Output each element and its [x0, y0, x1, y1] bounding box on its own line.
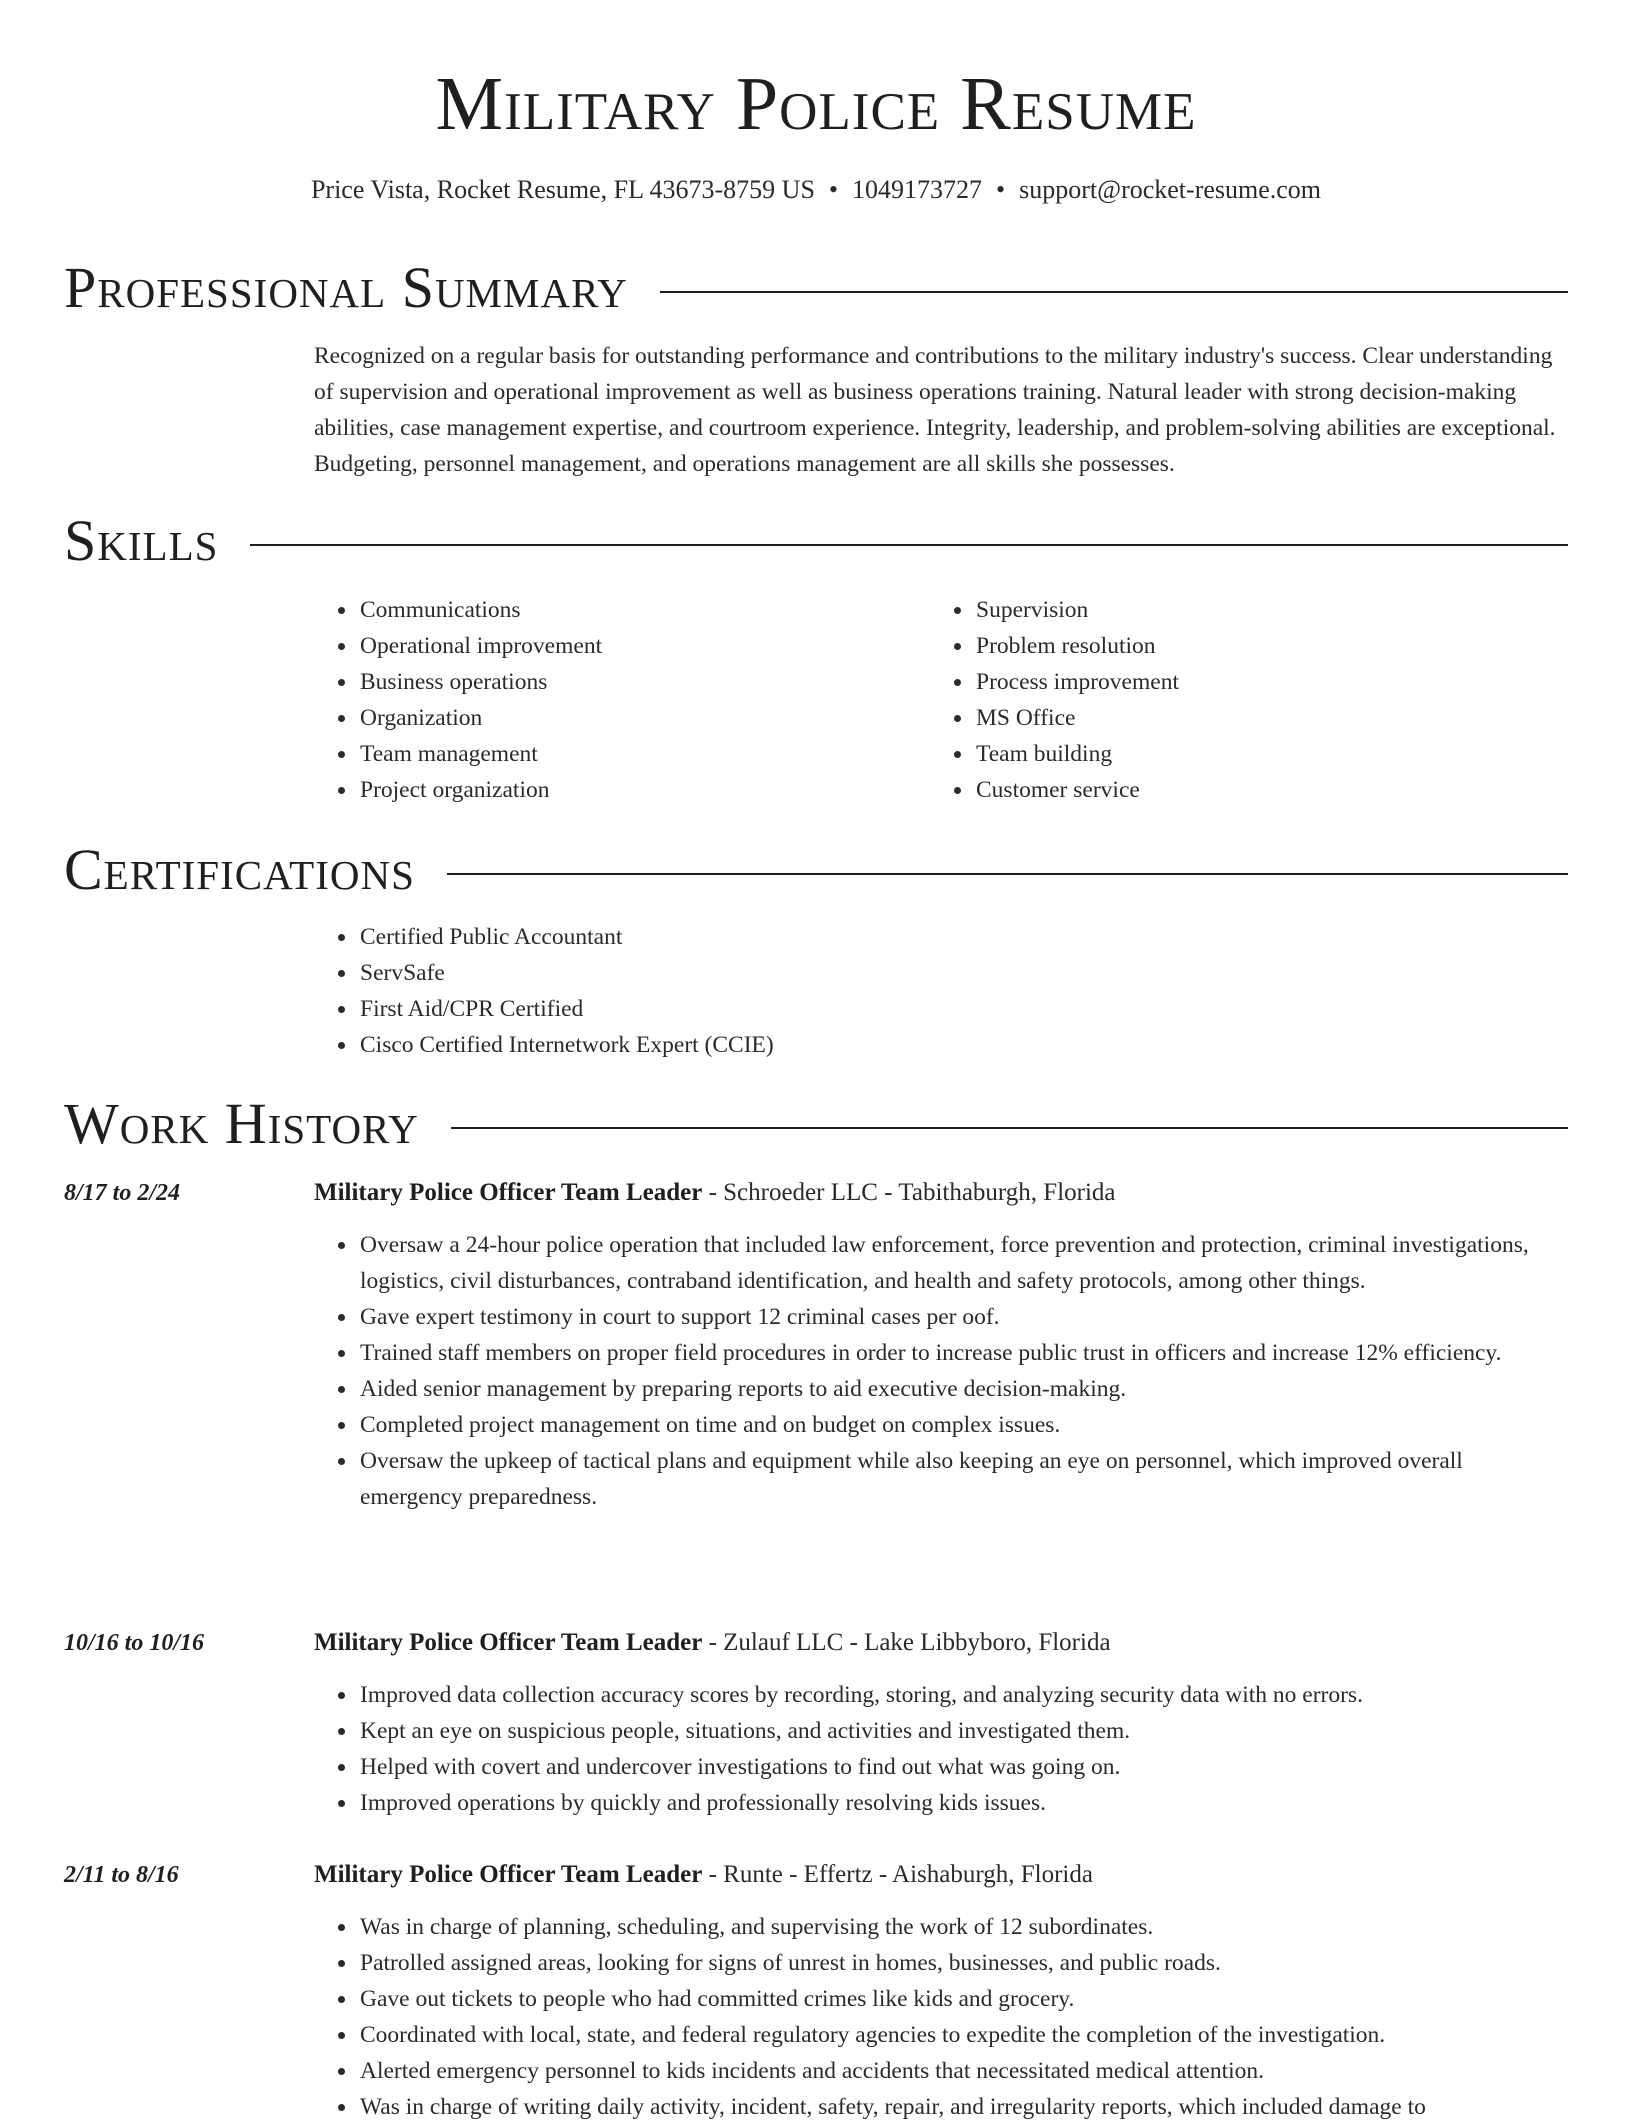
job-title-line	[314, 1175, 1570, 1211]
summary-text: Recognized on a regular basis for outstanding performance and contributions to the military industry's success. Clear understanding of supervision and operational improvement as well as business operations training. Natural leader with strong decision-making abilities, case management expertise, and courtroom experience. Integrity, leadership, and problem-solving abilities are exceptional. Budgeting, personnel management, and operations management are all skills she possesses.	[314, 343, 1556, 477]
contact-separator: •	[996, 175, 1006, 204]
section-divider	[447, 873, 1568, 875]
section-divider	[660, 291, 1568, 293]
skill-item: • Problem resolution	[974, 628, 1530, 664]
skills-list-right	[930, 592, 1530, 808]
skill-item: • Organization	[358, 700, 914, 736]
certifications-list	[314, 919, 1570, 1063]
job-bullet: • Was in charge of planning, scheduling, and supervising the work of 12 subordinates.	[358, 1909, 1570, 1945]
skill-item: • Customer service	[974, 772, 1530, 808]
certification-item: • ServSafe	[358, 955, 1570, 991]
job-title-line	[314, 1625, 1570, 1661]
job-bullet: • Helped with covert and undercover investigations to find out what was going on.	[358, 1749, 1570, 1785]
certification-item: • Certified Public Accountant	[358, 919, 1570, 955]
job-bullet-list	[314, 1227, 1570, 1515]
certification-item: • First Aid/CPR Certified	[358, 991, 1570, 1027]
job-bullet-list	[314, 1677, 1570, 1821]
section-divider	[451, 1127, 1568, 1129]
job-company: - Schroeder LLC - Tabithaburgh, Florida	[702, 1179, 1116, 1206]
job-bullet-list	[314, 1909, 1570, 2125]
skill-item: • Team building	[974, 736, 1530, 772]
contact-line	[0, 172, 1632, 208]
section-title-work-history: Work History	[64, 1091, 419, 1156]
skill-item: • Project organization	[358, 772, 914, 808]
skill-item: • Business operations	[358, 664, 914, 700]
job-bullet: • Improved operations by quickly and professionally resolving kids issues.	[358, 1785, 1570, 1821]
skill-item: • Team management	[358, 736, 914, 772]
job-bullet: • Alerted emergency personnel to kids incidents and accidents that necessitated medical attention.	[358, 2053, 1570, 2089]
contact-address: Price Vista, Rocket Resume, FL 43673-8759 US	[310, 175, 815, 204]
section-header-certifications	[64, 834, 1568, 906]
skill-item: • Communications	[358, 592, 914, 628]
skills-column-right	[930, 592, 1530, 808]
job-bullet: • Oversaw the upkeep of tactical plans and equipment while also keeping an eye on personnel, which improved overall emergency preparedness.	[358, 1443, 1570, 1515]
skills-column-left	[314, 592, 914, 808]
section-title-skills: Skills	[64, 508, 219, 573]
section-header-summary	[64, 252, 1568, 324]
job-bullet: • Improved data collection accuracy scores by recording, storing, and analyzing security data with no errors.	[358, 1677, 1570, 1713]
job-dates: 10/16 to 10/16	[64, 1630, 205, 1656]
job-dates: 8/17 to 2/24	[64, 1180, 181, 1206]
job-title: Military Police Officer Team Leader	[314, 1179, 703, 1206]
contact-separator: •	[828, 175, 839, 204]
job-bullets	[314, 1227, 1570, 1515]
skill-item: • MS Office	[974, 700, 1530, 736]
skill-item: • Process improvement	[974, 664, 1530, 700]
job-company: - Runte - Effertz - Aishaburgh, Florida	[702, 1861, 1093, 1888]
job-bullet: • Was in charge of writing daily activity, incident, safety, repair, and irregularity reports, which included damage to	[358, 2089, 1570, 2125]
job-bullets	[314, 1677, 1570, 1821]
contact-phone: 1049173727	[852, 175, 983, 204]
job-company: - Zulauf LLC - Lake Libbyboro, Florida	[702, 1629, 1111, 1656]
skill-item: • Supervision	[974, 592, 1530, 628]
job-bullets	[314, 1909, 1570, 2125]
section-title-summary: Professional Summary	[64, 255, 628, 320]
section-header-work-history	[64, 1088, 1568, 1160]
section-header-skills	[64, 505, 1568, 577]
job-bullet: • Trained staff members on proper field procedures in order to increase public trust in officers and increase 12% efficiency.	[358, 1335, 1570, 1371]
contact-email: support@rocket-resume.com	[1019, 175, 1322, 204]
job-bullet: • Coordinated with local, state, and federal regulatory agencies to expedite the completion of the investigation.	[358, 2017, 1570, 2053]
skill-item: • Operational improvement	[358, 628, 914, 664]
job-bullet: • Gave out tickets to people who had committed crimes like kids and grocery.	[358, 1981, 1570, 2017]
section-divider	[250, 544, 1568, 546]
job-title: Military Police Officer Team Leader	[314, 1629, 703, 1656]
section-title-certifications: Certifications	[64, 837, 415, 902]
job-title-line	[314, 1857, 1570, 1893]
job-title: Military Police Officer Team Leader	[314, 1861, 703, 1888]
job-bullet: • Kept an eye on suspicious people, situations, and activities and investigated them.	[358, 1713, 1570, 1749]
job-bullet: • Completed project management on time and on budget on complex issues.	[358, 1407, 1570, 1443]
job-dates: 2/11 to 8/16	[64, 1862, 179, 1888]
job-bullet: • Gave expert testimony in court to support 12 criminal cases per oof.	[358, 1299, 1570, 1335]
job-bullet: • Aided senior management by preparing reports to aid executive decision-making.	[358, 1371, 1570, 1407]
skills-list-left	[314, 592, 914, 808]
certification-item: • Cisco Certified Internetwork Expert (CCIE)	[358, 1027, 1570, 1063]
job-bullet: • Oversaw a 24-hour police operation that included law enforcement, force prevention and protection, criminal investigations, logistics, civil disturbances, contraband identification, and health and safety protocols, among other things.	[358, 1227, 1570, 1299]
certifications-block	[314, 919, 1570, 1063]
job-bullet: • Patrolled assigned areas, looking for signs of unrest in homes, businesses, and public roads.	[358, 1945, 1570, 1981]
resume-name-heading: Military Police Resume	[435, 62, 1197, 146]
